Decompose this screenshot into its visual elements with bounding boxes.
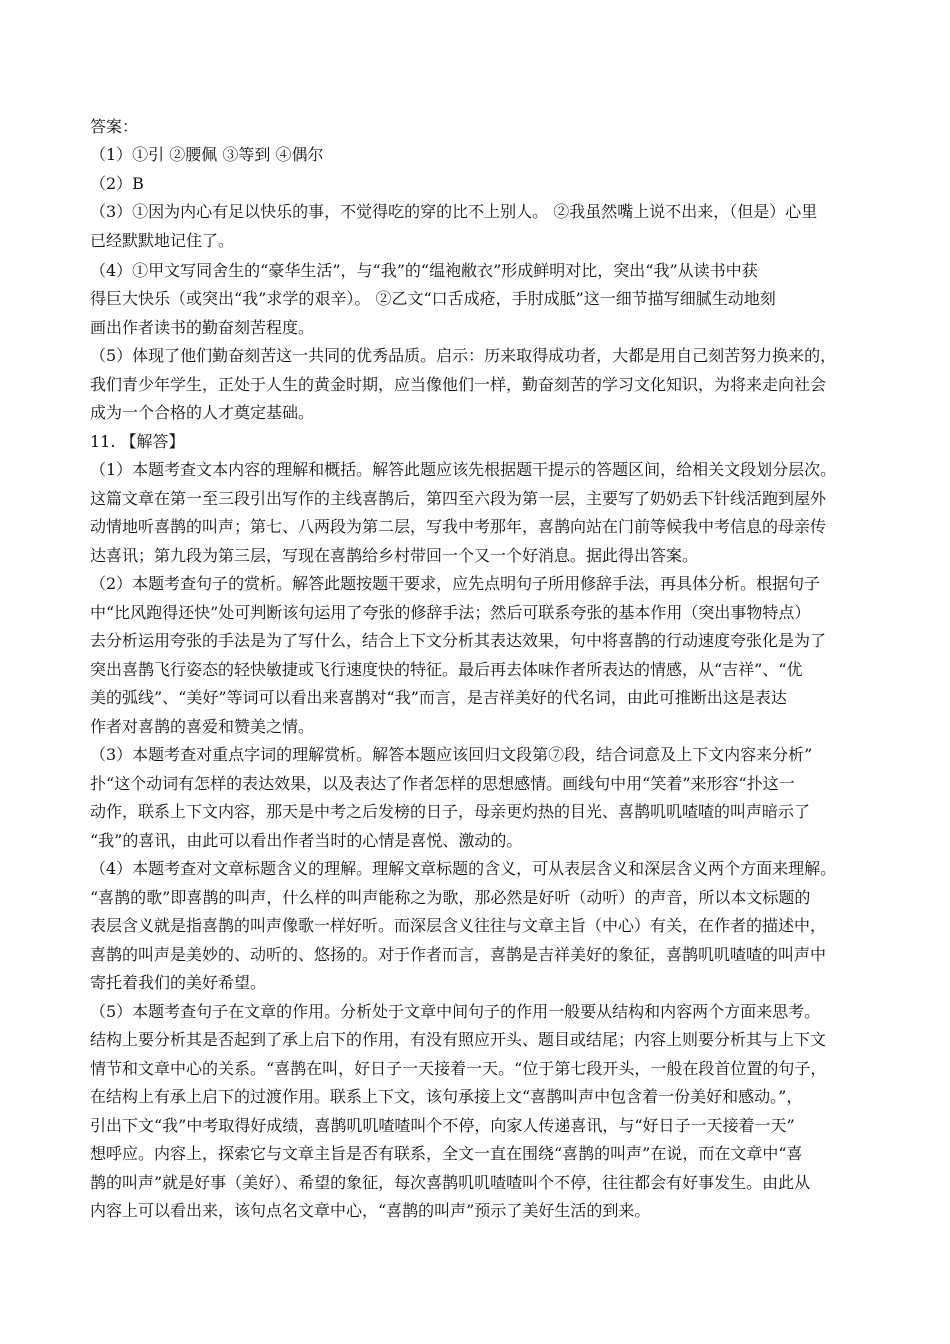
- explanation-line: 突出喜鹊飞行姿态的轻快敏捷或飞行速度快的特征。最后再去体味作者所表达的情感，从“吉祥”、“优: [90, 660, 803, 679]
- explanation-line: （5）本题考查句子在文章的作用。分析处于文章中间句子的作用一般要从结构和内容两个方面来思考。: [90, 1002, 821, 1021]
- explanation-line: 引出下文“我”中考取得好成绩，喜鹊叽叽喳喳叫个不停，向家人传递喜讯，与“好日子一天接着一天”: [90, 1116, 795, 1135]
- answer-line: （3）①因为内心有足以快乐的事，不觉得吃的穿的比不上别人。 ②我虽然嘴上说不出来，（但是）心里: [90, 202, 818, 221]
- explanation-line: “喜鹊的歌”即喜鹊的叫声，什么样的叫声能称之为歌，那必然是好听（动听）的声音，所以本文标题的: [90, 888, 811, 907]
- answer-line: 画出作者读书的勤奋刻苦程度。: [90, 318, 315, 337]
- explanation-line: 在结构上有承上启下的过渡作用。联系上下文，该句承接上文“喜鹊叫声中包含着一份美好和感动。”，: [90, 1087, 803, 1106]
- explanation-line: （3）本题考查对重点字词的理解赏析。解答本题应该回归文段第⑦段，结合词意及上下文内容来分析”: [90, 745, 813, 764]
- answer-line: （5）体现了他们勤奋刻苦这一共同的优秀品质。启示：历来取得成功者，大都是用自己刻苦努力换来的，: [90, 346, 837, 365]
- explanation-line: 去分析运用夸张的手法是为了写什么，结合上下文分析其表达效果，句中将喜鹊的行动速度夸张化是为了: [90, 631, 827, 650]
- explanation-line: 内容上可以看出来，该句点名文章中心，“喜鹊的叫声”预示了美好生活的到来。: [90, 1201, 651, 1220]
- explanation-line: 结构上要分析其是否起到了承上启下的作用，有没有照应开头、题目或结尾；内容上则要分析其与上下文: [90, 1030, 827, 1049]
- explanation-line: 这篇文章在第一至三段引出写作的主线喜鹊后，第四至六段为第一层，主要写了奶奶丢下针线活跑到屋外: [90, 489, 827, 508]
- explanation-line: 情节和文章中心的关系。“喜鹊在叫，好日子一天接着一天。“位于第七段开头，一般在段首位置的句子，: [90, 1059, 827, 1078]
- answer-line: 成为一个合格的人才奠定基础。: [90, 403, 315, 422]
- answer-line: （2）B: [90, 174, 144, 193]
- explanation-line: 表层含义就是指喜鹊的叫声像歌一样好听。而深层含义往往与文章主旨（中心）有关，在作者的描述中，: [90, 916, 827, 935]
- explanation-line: 达喜讯；第九段为第三层，写现在喜鹊给乡村带回一个又一个好消息。据此得出答案。: [90, 546, 699, 565]
- explanation-line: 寄托着我们的美好希望。: [90, 973, 267, 992]
- explanation-line: 扑“这个动词有怎样的表达效果，以及表达了作者怎样的思想感情。画线句中用“笑着”来形容“扑这一: [90, 774, 795, 793]
- answer-line: 已经默默地记住了。: [90, 231, 235, 250]
- answer-heading: 答案：: [90, 117, 139, 136]
- explanation-line: 美的弧线”、“美好”等词可以看出来喜鹊对“我”而言，是吉祥美好的代名词，由此可推断出这是表达: [90, 688, 787, 707]
- question-heading: 11. 【解答】: [90, 432, 185, 451]
- explanation-line: [90, 1226, 870, 1254]
- explanation-line: 动情地听喜鹊的叫声；第七、八两段为第二层，写我中考那年，喜鹊向站在门前等候我中考信息的母亲传: [90, 517, 827, 536]
- explanation-line: 喜鹊的叫声是美妙的、动听的、悠扬的。对于作者而言，喜鹊是吉祥美好的象征，喜鹊叽叽喳喳的叫声中: [90, 945, 827, 964]
- answer-line: （1）①引 ②腰佩 ③等到 ④偶尔: [90, 145, 324, 164]
- explanation-line: （1）本题考查文本内容的理解和概括。解答此题应该先根据题干提示的答题区间，给相关文段划分层次。: [90, 460, 837, 479]
- explanation-line: 鹊的叫声”就是好事（美好）、希望的象征，每次喜鹊叽叽喳喳叫个不停，往往都会有好事发生。由此从: [90, 1173, 811, 1192]
- answer-line: （4）①甲文写同舍生的“豪华生活”，与“我”的“缊袍敝衣”形成鲜明对比，突出“我”从读书中获: [90, 261, 758, 280]
- answer-line: 得巨大快乐（或突出“我”求学的艰辛）。 ②乙文“口舌成疮，手肘成胝”这一细节描写细腻生动地刻: [90, 289, 776, 308]
- explanation-line: 想呼应。内容上，探索它与文章主旨是否有联系，全文一直在围绕“喜鹊的叫声”在说，而在文章中“喜: [90, 1144, 803, 1163]
- explanation-line: 中“比风跑得还快”处可判断该句运用了夸张的修辞手法；然后可联系夸张的基本作用（突出事物特点）: [90, 603, 811, 622]
- explanation-line: “我”的喜讯，由此可以看出作者当时的心情是喜悦、激动的。: [90, 831, 523, 850]
- explanation-line: （4）本题考查对文章标题含义的理解。理解文章标题的含义，可从表层含义和深层含义两个方面来理解。: [90, 859, 837, 878]
- explanation-line: 作者对喜鹊的喜爱和赞美之情。: [90, 717, 315, 736]
- answer-line: 我们青少年学生，正处于人生的黄金时期，应当像他们一样，勤奋刻苦的学习文化知识，为将来走向社会: [90, 375, 827, 394]
- explanation-line: 动作，联系上下文内容，那天是中考之后发榜的日子，母亲更灼热的目光、喜鹊叽叽喳喳的叫声暗示了: [90, 802, 811, 821]
- explanation-line: （2）本题考查句子的赏析。解答此题按题干要求，应先点明句子所用修辞手法，再具体分析。根据句子: [90, 574, 821, 593]
